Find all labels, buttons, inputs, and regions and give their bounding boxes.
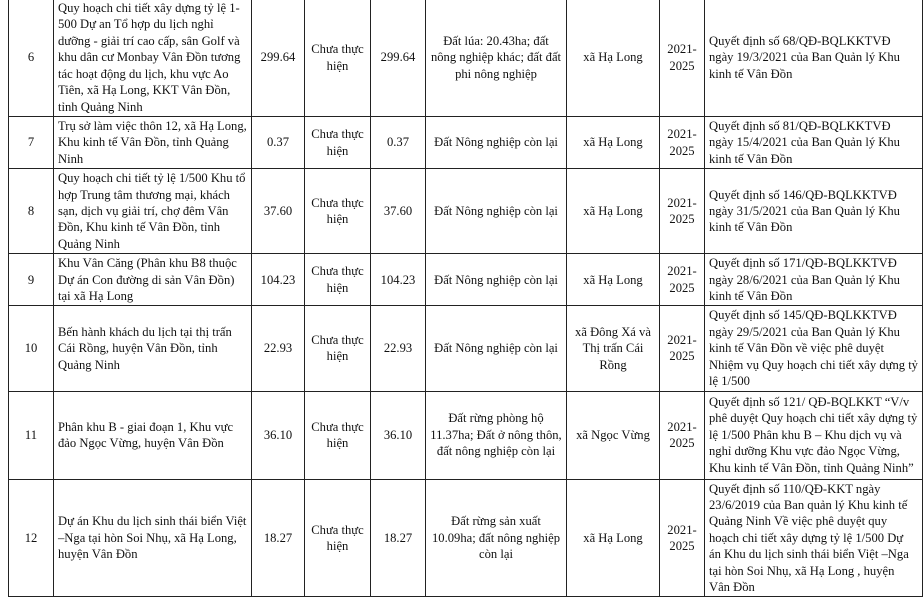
location-text: xã Ngọc Vừng — [567, 391, 660, 479]
period-text: 2021-2025 — [660, 391, 705, 479]
status-text: Chưa thực hiện — [305, 391, 371, 479]
project-name: Dự án Khu du lịch sinh thái biển Việt –Nga tại hòn Soi Nhụ, xã Hạ Long, huyện Vân Đồn — [54, 479, 252, 597]
table-row — [9, 306, 923, 391]
area-value-2: 0.37 — [371, 117, 426, 169]
land-type: Đất rừng sản xuất 10.09ha; đất nông nghiệp còn lại — [426, 479, 567, 597]
decision-text: Quyết định số 121/ QĐ-BQLKKT “V/v phê duyệt Quy hoạch chi tiết xây dựng tỷ lệ 1/500 Phân khu B – Khu dịch vụ và nghỉ dưỡng Khu vực đảo Ngọc Vừng, Khu kinh tế Vân Đồn, tỉnh Quảng Ninh” — [705, 391, 923, 479]
land-use-table — [8, 0, 923, 597]
period-text: 2021-2025 — [660, 169, 705, 254]
land-type: Đất Nông nghiệp còn lại — [426, 117, 567, 169]
area-value-2: 36.10 — [371, 391, 426, 479]
row-number: 12 — [9, 479, 54, 597]
land-type: Đất lúa: 20.43ha; đất nông nghiệp khác; đất đất phi nông nghiệp — [426, 0, 567, 117]
project-name: Quy hoạch chi tiết tỷ lệ 1/500 Khu tổ hợp Trung tâm thương mại, khách sạn, dịch vụ giải trí, chợ đêm Vân Đồn, Khu kinh tế Vân Đồn, tỉnh Quảng Ninh — [54, 169, 252, 254]
land-type: Đất Nông nghiệp còn lại — [426, 254, 567, 306]
project-name: Bến hành khách du lịch tại thị trấn Cái Rồng, huyện Vân Đồn, tỉnh Quảng Ninh — [54, 306, 252, 391]
location-text: xã Đông Xá và Thị trấn Cái Rồng — [567, 306, 660, 391]
area-value: 18.27 — [252, 479, 305, 597]
table-body — [9, 0, 923, 597]
decision-text: Quyết định số 110/QĐ-KKT ngày 23/6/2019 của Ban quản lý Khu kinh tế Quảng Ninh Về việc phê duyệt quy hoạch chi tiết xây dựng tỷ lệ 1/500 Dự án Khu du lịch sinh thái biển Việt –Nga tại hòn Soi Nhụ, xã Hạ Long , huyện Vân Đồn — [705, 479, 923, 597]
period-text: 2021-2025 — [660, 306, 705, 391]
decision-text: Quyết định số 81/QĐ-BQLKKTVĐ ngày 15/4/2021 của Ban Quản lý Khu kinh tế Vân Đồn — [705, 117, 923, 169]
area-value-2: 22.93 — [371, 306, 426, 391]
status-text: Chưa thực hiện — [305, 169, 371, 254]
decision-text: Quyết định số 145/QĐ-BQLKKTVĐ ngày 29/5/2021 của Ban Quản lý Khu kinh tế Vân Đồn về việc phê duyệt Nhiệm vụ Quy hoạch chi tiết xây dựng tỷ lệ 1/500 — [705, 306, 923, 391]
row-number: 9 — [9, 254, 54, 306]
row-number: 11 — [9, 391, 54, 479]
area-value: 0.37 — [252, 117, 305, 169]
table-row — [9, 479, 923, 597]
area-value: 22.93 — [252, 306, 305, 391]
status-text: Chưa thực hiện — [305, 0, 371, 117]
row-number: 8 — [9, 169, 54, 254]
decision-text: Quyết định số 68/QĐ-BQLKKTVĐ ngày 19/3/2021 của Ban Quản lý Khu kinh tế Vân Đồn — [705, 0, 923, 117]
area-value-2: 18.27 — [371, 479, 426, 597]
land-type: Đất rừng phòng hộ 11.37ha; Đất ở nông thôn, đất nông nghiệp còn lại — [426, 391, 567, 479]
table-row — [9, 391, 923, 479]
period-text: 2021-2025 — [660, 479, 705, 597]
period-text: 2021-2025 — [660, 0, 705, 117]
location-text: xã Hạ Long — [567, 0, 660, 117]
area-value: 36.10 — [252, 391, 305, 479]
area-value-2: 37.60 — [371, 169, 426, 254]
land-type: Đất Nông nghiệp còn lại — [426, 169, 567, 254]
project-name: Quy hoạch chi tiết xây dựng tỷ lệ 1-500 Dự an Tổ hợp du lịch nghỉ dưỡng - giải trí cao cấp, sân Golf và khu dân cư Monbay Vân Đồn tương tác hoạt động du lịch, khu vực Ao Tiên, xã Hạ Long, KKT Vân Đồn, tỉnh Quảng Ninh — [54, 0, 252, 117]
decision-text: Quyết định số 146/QĐ-BQLKKTVĐ ngày 31/5/2021 của Ban Quản lý Khu kinh tế Vân Đồn — [705, 169, 923, 254]
status-text: Chưa thực hiện — [305, 254, 371, 306]
row-number: 10 — [9, 306, 54, 391]
area-value: 104.23 — [252, 254, 305, 306]
project-name: Trụ sở làm việc thôn 12, xã Hạ Long, Khu kinh tế Vân Đồn, tỉnh Quảng Ninh — [54, 117, 252, 169]
area-value-2: 104.23 — [371, 254, 426, 306]
status-text: Chưa thực hiện — [305, 117, 371, 169]
row-number: 7 — [9, 117, 54, 169]
period-text: 2021-2025 — [660, 254, 705, 306]
area-value: 299.64 — [252, 0, 305, 117]
project-name: Khu Vân Căng (Phân khu B8 thuộc Dự án Con đường di sản Vân Đồn) tại xã Hạ Long — [54, 254, 252, 306]
table-row — [9, 169, 923, 254]
decision-text: Quyết định số 171/QĐ-BQLKKTVĐ ngày 28/6/2021 của Ban Quản lý Khu kinh tế Vân Đồn — [705, 254, 923, 306]
location-text: xã Hạ Long — [567, 479, 660, 597]
table-row — [9, 254, 923, 306]
location-text: xã Hạ Long — [567, 254, 660, 306]
row-number: 6 — [9, 0, 54, 117]
period-text: 2021-2025 — [660, 117, 705, 169]
status-text: Chưa thực hiện — [305, 306, 371, 391]
area-value: 37.60 — [252, 169, 305, 254]
location-text: xã Hạ Long — [567, 169, 660, 254]
table-row — [9, 117, 923, 169]
table-row — [9, 0, 923, 117]
project-name: Phân khu B - giai đoạn 1, Khu vực đảo Ngọc Vừng, huyện Vân Đồn — [54, 391, 252, 479]
land-type: Đất Nông nghiệp còn lại — [426, 306, 567, 391]
location-text: xã Hạ Long — [567, 117, 660, 169]
area-value-2: 299.64 — [371, 0, 426, 117]
status-text: Chưa thực hiện — [305, 479, 371, 597]
